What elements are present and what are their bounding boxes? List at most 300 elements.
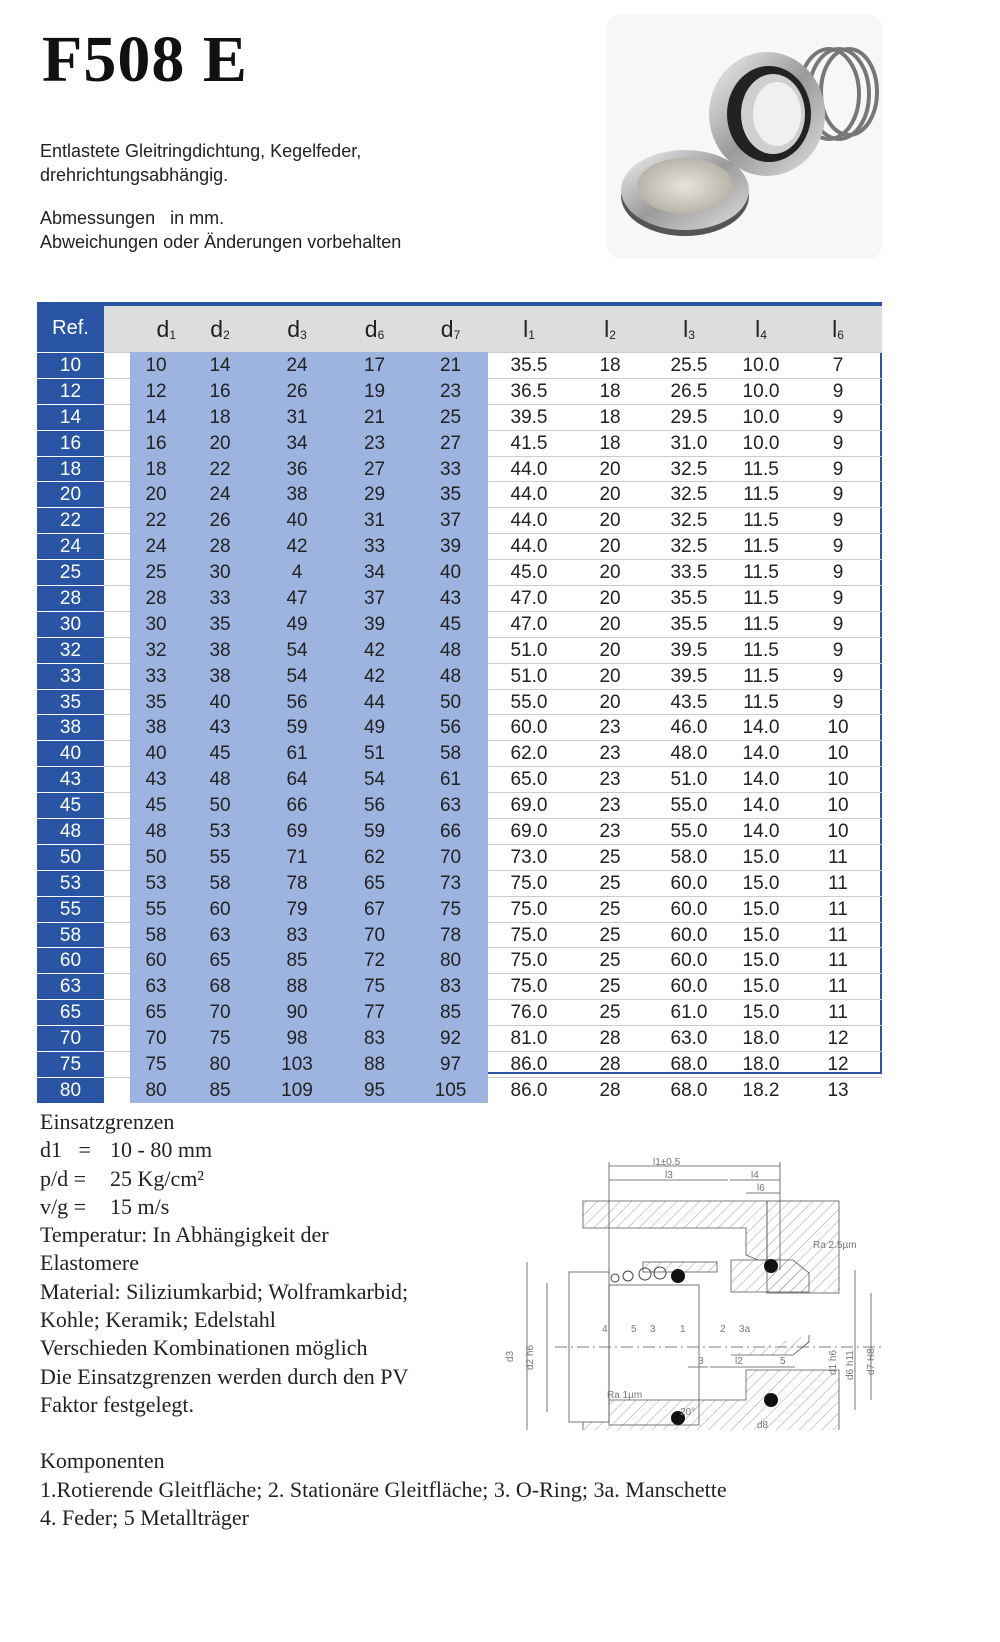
value-cell: 35.5 [488, 353, 570, 379]
value-cell: 33 [182, 586, 258, 612]
value-cell: 75 [413, 896, 488, 922]
value-cell: 75.0 [488, 974, 570, 1000]
limit-row [40, 1136, 408, 1164]
value-cell: 55.0 [650, 793, 728, 819]
components [40, 1447, 727, 1533]
value-cell: 18.0 [728, 1026, 794, 1052]
value-cell: 35 [130, 689, 182, 715]
ref-cell: 60 [37, 948, 104, 974]
value-cell: 109 [258, 1077, 336, 1102]
roughness-label: Ra 2.5µm [813, 1240, 857, 1251]
header-base: l [683, 315, 689, 342]
value-cell: 38 [182, 637, 258, 663]
header-subscript: 3 [300, 327, 307, 342]
value-cell: 35.5 [650, 586, 728, 612]
value-cell: 25 [570, 896, 650, 922]
value-cell: 18.2 [728, 1077, 794, 1102]
table-row [37, 663, 882, 689]
value-cell: 43 [182, 715, 258, 741]
ref-cell: 25 [37, 560, 104, 586]
value-cell: 14.0 [728, 715, 794, 741]
column-header-d2 [182, 304, 258, 353]
value-cell: 10 [794, 819, 882, 845]
value-cell: 11.5 [728, 560, 794, 586]
column-header-d1 [104, 304, 182, 353]
value-cell: 11 [794, 844, 882, 870]
value-cell: 37 [336, 586, 413, 612]
value-cell: 65 [130, 1000, 182, 1026]
value-cell: 41.5 [488, 430, 570, 456]
limit-line: Verschieden Kombinationen möglich [40, 1335, 368, 1361]
value-cell: 49 [258, 611, 336, 637]
value-cell: 39.5 [650, 663, 728, 689]
value-cell: 75 [336, 974, 413, 1000]
value-cell: 59 [336, 819, 413, 845]
value-cell: 10.0 [728, 404, 794, 430]
value-cell: 10 [794, 793, 882, 819]
value-cell: 60.0 [488, 715, 570, 741]
header-base: l [604, 315, 610, 342]
value-cell: 45 [130, 793, 182, 819]
value-cell: 23 [570, 819, 650, 845]
value-cell: 22 [130, 508, 182, 534]
value-cell: 48.0 [650, 741, 728, 767]
value-cell: 95 [336, 1077, 413, 1102]
product-description [40, 139, 361, 187]
spacer-cell [104, 819, 130, 845]
value-cell: 31.0 [650, 430, 728, 456]
value-cell: 28 [570, 1052, 650, 1078]
value-cell: 45.0 [488, 560, 570, 586]
value-cell: 20 [570, 689, 650, 715]
value-cell: 55 [182, 844, 258, 870]
value-cell: 26.5 [650, 378, 728, 404]
value-cell: 32.5 [650, 482, 728, 508]
value-cell: 11 [794, 1000, 882, 1026]
value-cell: 16 [130, 430, 182, 456]
column-header-l6 [794, 304, 882, 353]
value-cell: 70 [130, 1026, 182, 1052]
value-cell: 61 [413, 767, 488, 793]
value-cell: 23 [570, 741, 650, 767]
value-cell: 53 [182, 819, 258, 845]
value-cell: 14.0 [728, 819, 794, 845]
header-base: d [156, 315, 170, 342]
value-cell: 51.0 [488, 637, 570, 663]
value-cell: 9 [794, 663, 882, 689]
value-cell: 32.5 [650, 456, 728, 482]
spacer-cell [104, 922, 130, 948]
spacer-cell [104, 378, 130, 404]
value-cell: 40 [130, 741, 182, 767]
value-cell: 73.0 [488, 844, 570, 870]
value-cell: 38 [258, 482, 336, 508]
spacer-cell [104, 456, 130, 482]
value-cell: 50 [413, 689, 488, 715]
value-cell: 48 [413, 637, 488, 663]
value-cell: 24 [258, 353, 336, 379]
header-subscript: 3 [688, 327, 695, 342]
value-cell: 25 [570, 1000, 650, 1026]
spacer-cell [104, 793, 130, 819]
value-cell: 73 [413, 870, 488, 896]
column-header-l3 [650, 304, 728, 353]
spacer-cell [104, 663, 130, 689]
ref-cell: 45 [37, 793, 104, 819]
value-cell: 32.5 [650, 534, 728, 560]
limit-value: 15 m/s [110, 1193, 170, 1219]
table-row [37, 508, 882, 534]
dim-label: d3 [505, 1350, 516, 1362]
value-cell: 12 [794, 1052, 882, 1078]
value-cell: 58 [130, 922, 182, 948]
value-cell: 28 [130, 586, 182, 612]
spacer-cell [104, 430, 130, 456]
column-header-l4 [728, 304, 794, 353]
value-cell: 26 [258, 378, 336, 404]
ref-cell: 70 [37, 1026, 104, 1052]
value-cell: 38 [182, 663, 258, 689]
limit-value: 25 Kg/cm² [110, 1165, 204, 1191]
value-cell: 61.0 [650, 1000, 728, 1026]
value-cell: 24 [182, 482, 258, 508]
value-cell: 11 [794, 870, 882, 896]
value-cell: 85 [413, 1000, 488, 1026]
value-cell: 83 [413, 974, 488, 1000]
value-cell: 25.5 [650, 353, 728, 379]
value-cell: 20 [570, 637, 650, 663]
table-row [37, 844, 882, 870]
value-cell: 62.0 [488, 741, 570, 767]
ref-cell: 33 [37, 663, 104, 689]
value-cell: 47 [258, 586, 336, 612]
header-subscript: 1 [528, 327, 535, 342]
limit-row [40, 1165, 408, 1193]
value-cell: 10.0 [728, 430, 794, 456]
value-cell: 56 [413, 715, 488, 741]
value-cell: 70 [413, 844, 488, 870]
spacer-cell [104, 767, 130, 793]
value-cell: 11.5 [728, 586, 794, 612]
value-cell: 20 [570, 663, 650, 689]
value-cell: 69.0 [488, 793, 570, 819]
spacer-cell [104, 586, 130, 612]
value-cell: 10.0 [728, 378, 794, 404]
spacer-cell [104, 1052, 130, 1078]
value-cell: 42 [336, 663, 413, 689]
value-cell: 11.5 [728, 663, 794, 689]
ref-cell: 28 [37, 586, 104, 612]
header-subscript: 1 [169, 327, 177, 342]
spacer-cell [104, 560, 130, 586]
value-cell: 20 [130, 482, 182, 508]
value-cell: 51.0 [650, 767, 728, 793]
value-cell: 11.5 [728, 611, 794, 637]
value-cell: 18 [570, 378, 650, 404]
value-cell: 9 [794, 560, 882, 586]
value-cell: 37 [413, 508, 488, 534]
header-base: l [832, 315, 838, 342]
value-cell: 44.0 [488, 534, 570, 560]
table-row [37, 637, 882, 663]
limits-heading: Einsatzgrenzen [40, 1109, 175, 1134]
value-cell: 17 [336, 353, 413, 379]
ref-cell: 30 [37, 611, 104, 637]
limit-line: Kohle; Keramik; Edelstahl [40, 1307, 276, 1333]
value-cell: 15.0 [728, 974, 794, 1000]
value-cell: 69 [258, 819, 336, 845]
value-cell: 23 [570, 715, 650, 741]
dim-label: d7 H8 [866, 1348, 877, 1375]
value-cell: 44 [336, 689, 413, 715]
value-cell: 28 [182, 534, 258, 560]
value-cell: 11 [794, 922, 882, 948]
value-cell: 9 [794, 508, 882, 534]
ref-cell: 43 [37, 767, 104, 793]
value-cell: 65 [182, 948, 258, 974]
limit-row [40, 1193, 408, 1221]
value-cell: 14 [182, 353, 258, 379]
value-cell: 56 [258, 689, 336, 715]
value-cell: 75.0 [488, 948, 570, 974]
value-cell: 51.0 [488, 663, 570, 689]
ref-cell: 32 [37, 637, 104, 663]
value-cell: 23 [570, 767, 650, 793]
value-cell: 98 [258, 1026, 336, 1052]
value-cell: 22 [182, 456, 258, 482]
ref-cell: 16 [37, 430, 104, 456]
limit-line: Elastomere [40, 1250, 139, 1276]
value-cell: 48 [130, 819, 182, 845]
ref-cell: 48 [37, 819, 104, 845]
value-cell: 11.5 [728, 482, 794, 508]
value-cell: 69.0 [488, 819, 570, 845]
value-cell: 20 [570, 611, 650, 637]
value-cell: 44.0 [488, 482, 570, 508]
value-cell: 67 [336, 896, 413, 922]
spacer-cell [104, 1026, 130, 1052]
value-cell: 60.0 [650, 922, 728, 948]
value-cell: 20 [570, 456, 650, 482]
table-row [37, 948, 882, 974]
table-row [37, 741, 882, 767]
value-cell: 10 [794, 767, 882, 793]
dim-label: 20° [680, 1407, 696, 1418]
value-cell: 21 [336, 404, 413, 430]
value-cell: 25 [570, 974, 650, 1000]
value-cell: 26 [182, 508, 258, 534]
value-cell: 9 [794, 689, 882, 715]
part-number: 2 [720, 1324, 726, 1335]
value-cell: 88 [258, 974, 336, 1000]
dim-label: d2 h6 [525, 1344, 536, 1370]
spacer-cell [104, 534, 130, 560]
value-cell: 18 [570, 353, 650, 379]
value-cell: 54 [258, 637, 336, 663]
value-cell: 63 [413, 793, 488, 819]
value-cell: 11.5 [728, 508, 794, 534]
dim-label: l3 [665, 1170, 673, 1181]
value-cell: 21 [413, 353, 488, 379]
column-header-d7 [413, 304, 488, 353]
value-cell: 50 [182, 793, 258, 819]
header-base: d [287, 315, 301, 342]
value-cell: 71 [258, 844, 336, 870]
ref-cell: 50 [37, 844, 104, 870]
ref-cell: 55 [37, 896, 104, 922]
value-cell: 44.0 [488, 456, 570, 482]
value-cell: 62 [336, 844, 413, 870]
table-row [37, 870, 882, 896]
value-cell: 40 [413, 560, 488, 586]
value-cell: 61 [258, 741, 336, 767]
value-cell: 20 [570, 508, 650, 534]
value-cell: 44.0 [488, 508, 570, 534]
value-cell: 80 [182, 1052, 258, 1078]
description-line: Entlastete Gleitringdichtung, Kegelfeder, [40, 141, 362, 161]
value-cell: 72 [336, 948, 413, 974]
roughness-label: Ra 1µm [607, 1390, 643, 1401]
part-number: 1 [680, 1324, 686, 1335]
value-cell: 9 [794, 378, 882, 404]
value-cell: 30 [182, 560, 258, 586]
column-header-d3 [258, 304, 336, 353]
value-cell: 30 [130, 611, 182, 637]
value-cell: 15.0 [728, 1000, 794, 1026]
spacer-cell [104, 353, 130, 379]
ref-cell: 20 [37, 482, 104, 508]
header-subscript: 6 [837, 327, 844, 342]
value-cell: 60.0 [650, 974, 728, 1000]
value-cell: 68 [182, 974, 258, 1000]
limit-value: 10 - 80 mm [110, 1137, 213, 1163]
component-line: 1.Rotierende Gleitfläche; 2. Stationäre Gleitfläche; 3. O-Ring; 3a. Manschette [40, 1476, 727, 1502]
value-cell: 25 [570, 870, 650, 896]
value-cell: 86.0 [488, 1052, 570, 1078]
table-row [37, 1000, 882, 1026]
value-cell: 28 [570, 1026, 650, 1052]
value-cell: 63 [130, 974, 182, 1000]
value-cell: 18 [130, 456, 182, 482]
value-cell: 12 [130, 378, 182, 404]
ref-cell: 14 [37, 404, 104, 430]
ref-cell: 35 [37, 689, 104, 715]
header-subscript: 4 [760, 327, 767, 342]
value-cell: 105 [413, 1077, 488, 1102]
header-base: d [210, 315, 224, 342]
header-base: d [440, 315, 454, 342]
value-cell: 75 [182, 1026, 258, 1052]
value-cell: 9 [794, 430, 882, 456]
value-cell: 11.5 [728, 689, 794, 715]
value-cell: 25 [130, 560, 182, 586]
value-cell: 48 [413, 663, 488, 689]
value-cell: 36 [258, 456, 336, 482]
value-cell: 20 [570, 482, 650, 508]
value-cell: 20 [570, 586, 650, 612]
value-cell: 13 [794, 1077, 882, 1102]
value-cell: 11 [794, 948, 882, 974]
value-cell: 9 [794, 586, 882, 612]
limit-key: p/d = [40, 1165, 87, 1191]
value-cell: 85 [182, 1077, 258, 1102]
value-cell: 43 [130, 767, 182, 793]
value-cell: 34 [258, 430, 336, 456]
value-cell: 23 [413, 378, 488, 404]
value-cell: 32.5 [650, 508, 728, 534]
value-cell: 11.5 [728, 637, 794, 663]
header-subscript: 2 [609, 327, 616, 342]
value-cell: 39 [413, 534, 488, 560]
ref-cell: 58 [37, 922, 104, 948]
ref-cell: 38 [37, 715, 104, 741]
value-cell: 60.0 [650, 948, 728, 974]
value-cell: 47.0 [488, 586, 570, 612]
value-cell: 25 [413, 404, 488, 430]
note-line: Abweichungen oder Änderungen vorbehalten [40, 232, 402, 252]
value-cell: 24 [130, 534, 182, 560]
value-cell: 11.5 [728, 456, 794, 482]
value-cell: 27 [413, 430, 488, 456]
value-cell: 103 [258, 1052, 336, 1078]
value-cell: 78 [413, 922, 488, 948]
value-cell: 58 [413, 741, 488, 767]
product-title: F508 E [42, 23, 248, 96]
dim-label: l2 [735, 1356, 743, 1367]
ref-cell: 10 [37, 353, 104, 379]
table-row [37, 1026, 882, 1052]
value-cell: 29.5 [650, 404, 728, 430]
value-cell: 60 [130, 948, 182, 974]
value-cell: 97 [413, 1052, 488, 1078]
value-cell: 11.5 [728, 534, 794, 560]
part-number: 4 [602, 1324, 608, 1335]
value-cell: 29 [336, 482, 413, 508]
limit-line: Material: Siliziumkarbid; Wolframkarbid; [40, 1278, 409, 1304]
table-row [37, 611, 882, 637]
value-cell: 12 [794, 1026, 882, 1052]
limit-key: v/g = [40, 1193, 87, 1219]
product-photo [607, 14, 957, 284]
value-cell: 11 [794, 896, 882, 922]
value-cell: 75 [130, 1052, 182, 1078]
value-cell: 65 [336, 870, 413, 896]
value-cell: 39 [336, 611, 413, 637]
value-cell: 75.0 [488, 922, 570, 948]
dim-label: 3 [698, 1356, 704, 1367]
value-cell: 92 [413, 1026, 488, 1052]
ref-cell: 63 [37, 974, 104, 1000]
header-base: Ref. [52, 317, 89, 339]
value-cell: 42 [336, 637, 413, 663]
ref-cell: 18 [37, 456, 104, 482]
spacer-cell [104, 404, 130, 430]
ref-cell: 53 [37, 870, 104, 896]
value-cell: 60 [182, 896, 258, 922]
value-cell: 65.0 [488, 767, 570, 793]
value-cell: 36.5 [488, 378, 570, 404]
value-cell: 15.0 [728, 896, 794, 922]
table-row [37, 430, 882, 456]
value-cell: 15.0 [728, 948, 794, 974]
value-cell: 9 [794, 482, 882, 508]
value-cell: 85 [258, 948, 336, 974]
value-cell: 25 [570, 948, 650, 974]
dimension-notes [40, 206, 401, 254]
value-cell: 40 [258, 508, 336, 534]
column-header-ref [37, 304, 104, 353]
value-cell: 32 [130, 637, 182, 663]
